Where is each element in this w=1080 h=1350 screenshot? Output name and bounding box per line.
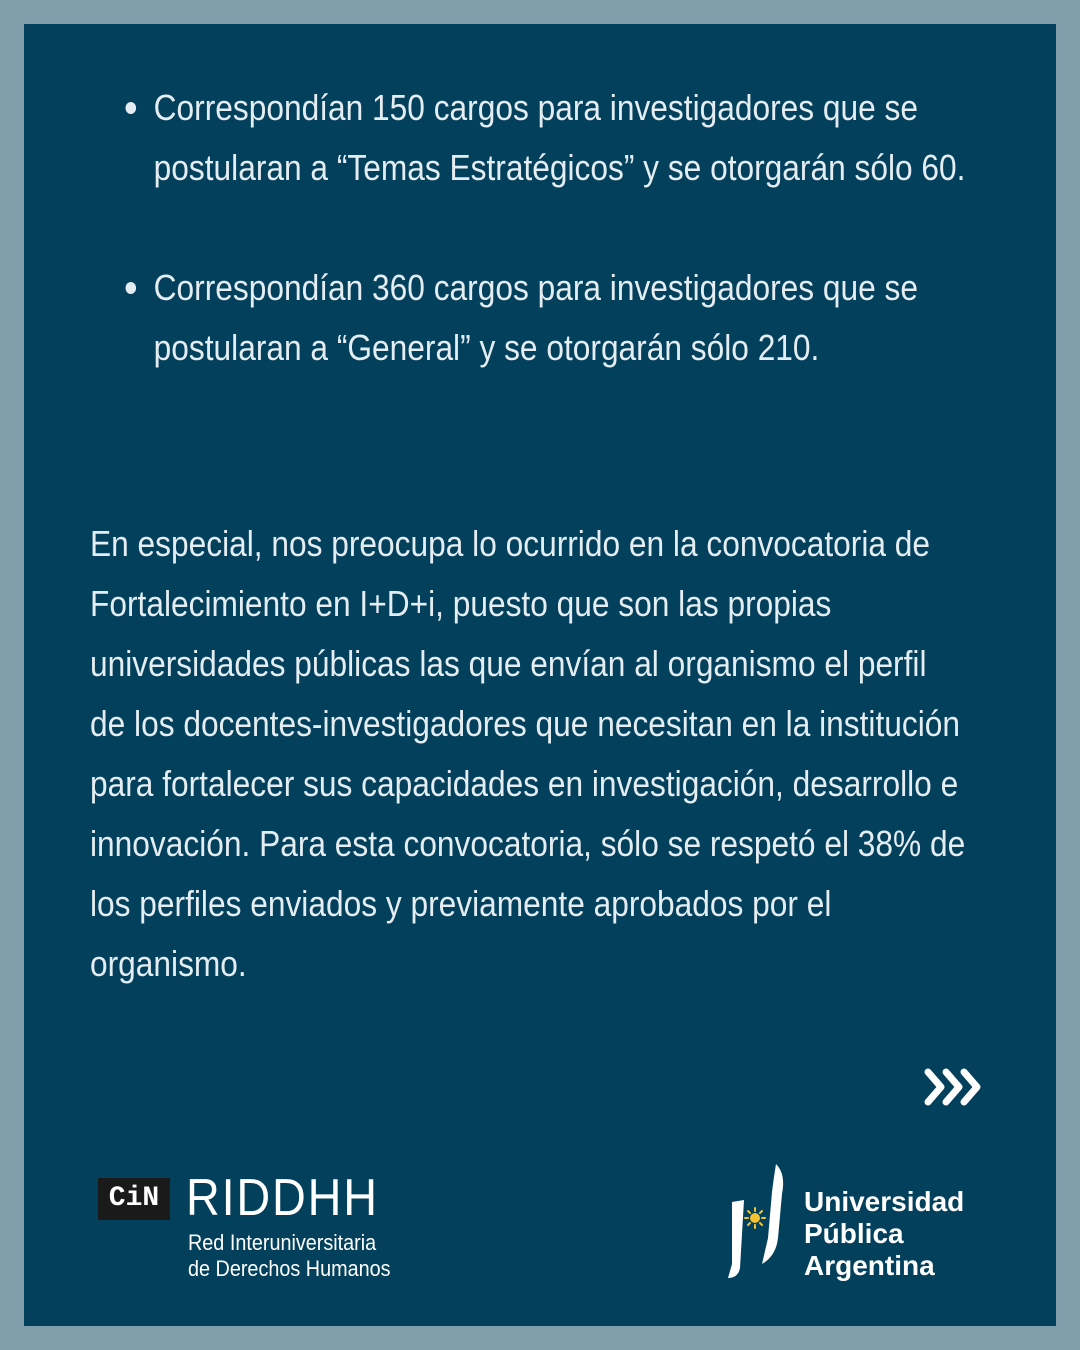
bullet-text: Correspondían 360 cargos para investigadores que se postularan a “General” y se otorgarán sólo 210.: [153, 267, 919, 368]
upa-logo-line: Argentina: [804, 1250, 935, 1281]
upa-logo-line: Pública: [804, 1218, 904, 1249]
riddhh-logo-title: RIDDHH: [186, 1169, 379, 1227]
riddhh-subtitle-line: de Derechos Humanos: [188, 1256, 391, 1281]
bullet-text: Correspondían 150 cargos para investigadores que se postularan a “Temas Estratégicos” y se otorgarán sólo 60.: [153, 87, 966, 188]
riddhh-logo-subtitle: [188, 1230, 391, 1282]
bullet-dot-icon: [126, 102, 137, 114]
upa-logo-line: Universidad: [804, 1186, 965, 1217]
universidad-publica-logo-icon: [722, 1160, 794, 1284]
bullet-dot-icon: [126, 282, 137, 294]
upa-logo-text: [804, 1186, 964, 1282]
bullet-item: [122, 258, 981, 378]
riddhh-subtitle-line: Red Interuniversitaria: [188, 1230, 377, 1255]
bullet-list: [122, 78, 1002, 378]
cin-logo: CiN: [98, 1178, 170, 1220]
bullet-item: [122, 78, 981, 198]
triple-chevron-right-icon[interactable]: [922, 1066, 984, 1108]
body-paragraph: En especial, nos preocupa lo ocurrido en la convocatoria de Fortalecimiento en I+D+i, puesto que son las propias universidades públicas las que envían al organismo el perfil de los docentes-investigadores que necesitan en la institución para fortalecer sus capacidades en investigación, desarrollo e innovación. Para esta convocatoria, sólo se respetó el 38% de los perfiles enviados y previamente aprobados por el organismo.: [90, 523, 966, 984]
